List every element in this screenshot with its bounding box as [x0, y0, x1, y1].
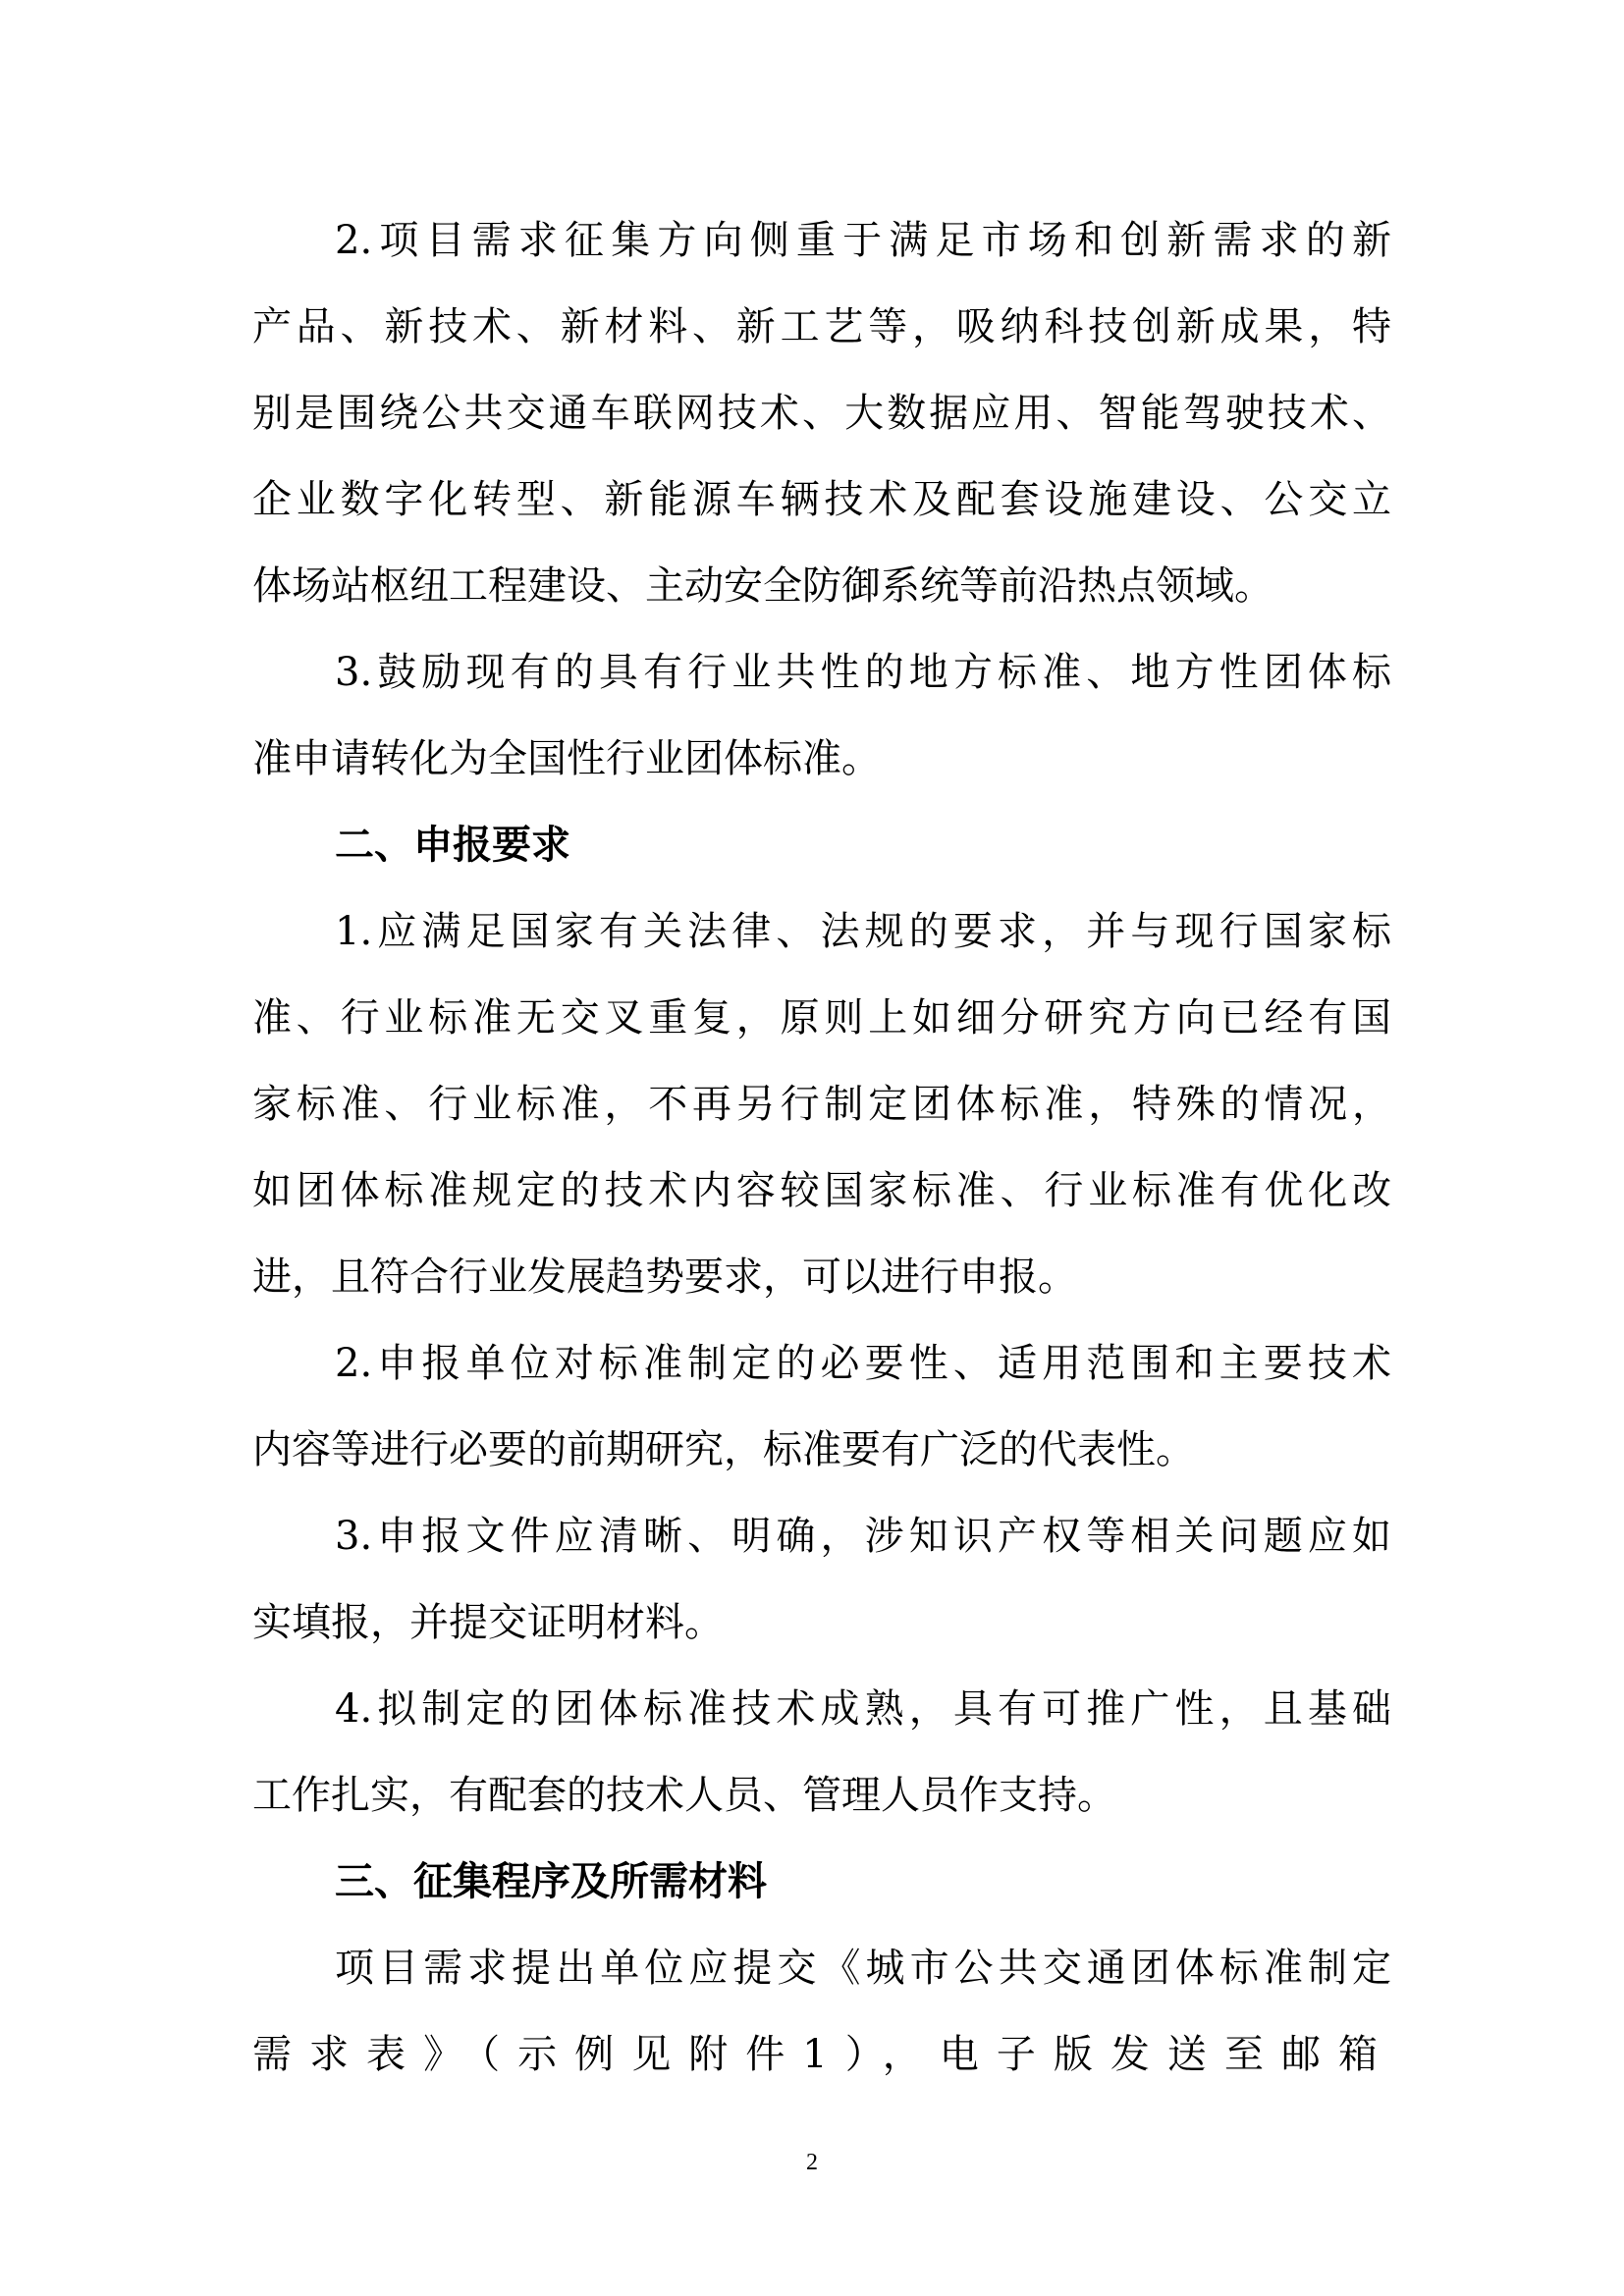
section-heading-procedure: 三、征集程序及所需材料 — [335, 1859, 767, 1904]
requirement-3-line-2: 实填报，并提交证明材料。 — [252, 1600, 724, 1645]
requirement-1-line-2: 准、行业标准无交叉重复，原则上如细分研究方向已经有国 — [252, 995, 1391, 1041]
paragraph-item-3-line-2: 准申请转化为全国性行业团体标准。 — [252, 736, 881, 781]
paragraph-item-2-line-2: 产品、新技术、新材料、新工艺等，吸纳科技创新成果，特 — [252, 304, 1391, 349]
section-heading-requirements: 二、申报要求 — [335, 823, 570, 868]
paragraph-item-2-line-4: 企业数字化转型、新能源车辆技术及配套设施建设、公交立 — [252, 477, 1391, 522]
requirement-2-line-1: 2.申报单位对标准制定的必要性、适用范围和主要技术 — [335, 1341, 1391, 1386]
paragraph-item-2-line-3: 别是围绕公共交通车联网技术、大数据应用、智能驾驶技术、 — [252, 391, 1391, 436]
procedure-line-2: 需求表》（示例见附件1），电子版发送至邮箱 — [252, 2032, 1391, 2077]
requirement-1-line-5: 进，且符合行业发展趋势要求，可以进行申报。 — [252, 1255, 1077, 1300]
requirement-1-line-1: 1.应满足国家有关法律、法规的要求，并与现行国家标 — [335, 909, 1391, 954]
page-number: 2 — [806, 2150, 818, 2175]
requirement-1-line-4: 如团体标准规定的技术内容较国家标准、行业标准有优化改 — [252, 1168, 1391, 1213]
requirement-1-line-3: 家标准、行业标准，不再另行制定团体标准，特殊的情况， — [252, 1082, 1391, 1127]
procedure-line-1: 项目需求提出单位应提交《城市公共交通团体标准制定 — [335, 1946, 1391, 1991]
paragraph-item-2-line-1: 2.项目需求征集方向侧重于满足市场和创新需求的新 — [335, 218, 1391, 263]
requirement-4-line-1: 4.拟制定的团体标准技术成熟，具有可推广性，且基础 — [335, 1686, 1391, 1732]
paragraph-item-3-line-1: 3.鼓励现有的具有行业共性的地方标准、地方性团体标 — [335, 650, 1391, 695]
requirement-3-line-1: 3.申报文件应清晰、明确，涉知识产权等相关问题应如 — [335, 1514, 1391, 1559]
paragraph-item-2-line-5: 体场站枢纽工程建设、主动安全防御系统等前沿热点领域。 — [252, 563, 1273, 609]
requirement-2-line-2: 内容等进行必要的前期研究，标准要有广泛的代表性。 — [252, 1427, 1195, 1472]
requirement-4-line-2: 工作扎实，有配套的技术人员、管理人员作支持。 — [252, 1773, 1116, 1818]
